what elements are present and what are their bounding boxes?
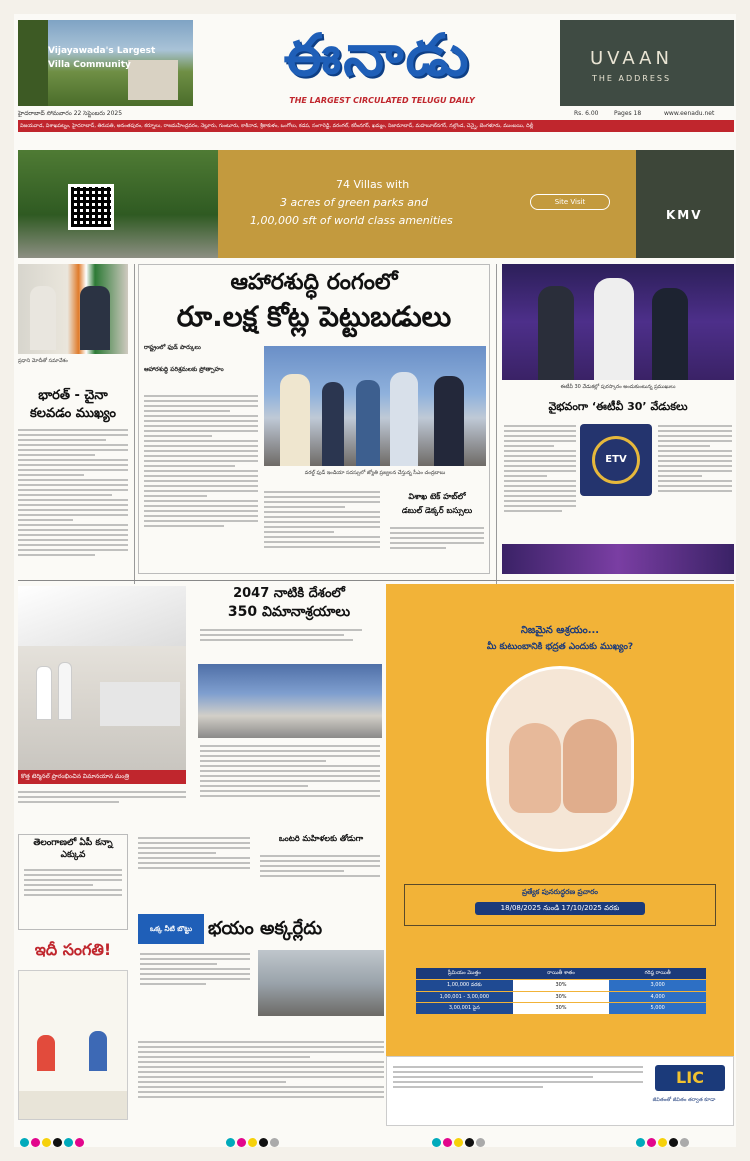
airport-meeting-photo [198,664,382,738]
lic-cell-2-1: 30% [513,1003,610,1014]
cartoon-image [18,970,128,1120]
column-rule-1 [134,264,135,584]
modi-caption: ప్రధాని మోదీతో సమావేశం [18,358,68,364]
lic-cell-1-1: 30% [513,992,610,1002]
lic-brand: LIC [676,1068,704,1087]
lic-th-1: రాయితీ శాతం [547,970,575,976]
price: Rs. 6.00 [574,110,599,117]
editions-text: విజయవాడ, విశాఖపట్నం, హైదరాబాద్, తిరుపతి, అనంతపురం, కర్నూలు, రాజమహేంద్రవరం, నెల్లూరు, గుంటూరు, కాకినాడ, శ్రీకాకుళం, ఒంగోలు, కడప, సంగారెడ్డి, వరంగల్, కరీంనగర్, ఖమ్మం, నిజామాబాద్, మహబూబ్‌నగర్, నల్గొండ, చెన్నై, బెంగళూరు, ముంబయి, దిల్లీ [20,123,534,129]
masthead-title[interactable]: ఈనాడు [283,21,471,89]
etv-badge: ETV [592,436,640,484]
story-left-headline2[interactable]: కలవడం ముఖ్యం [30,406,116,421]
banner-line2: 3 acres of green parks and [280,196,428,209]
etv-body-left [504,422,576,542]
newspaper-page [14,14,736,1147]
dateline: హైదరాబాద్ సోమవారం 22 సెప్టెంబరు 2025 [18,110,123,117]
lead-box-sub[interactable]: డబుల్ డెక్కర్ బస్సులు [401,506,473,515]
airport-strip [18,770,186,784]
airport-photo [18,586,186,770]
story-left-body [18,426,128,586]
lead-bullet1: రాష్ట్రంలో ఫుడ్ పార్కులు [144,344,201,351]
cartoon-title[interactable]: ఇదీ సంగతి! [34,940,112,959]
mid-news-1 [138,834,250,910]
lic-arc-line1: నిజమైన ఆశ్రయం... [520,625,600,636]
ad-uvaan[interactable] [560,20,734,106]
airport-bullets [200,626,380,656]
lic-period-label: ప్రత్యేక పునరుద్ధరణ ప్రచారం [522,888,598,896]
fear-photo [258,950,384,1016]
modi-photo [18,264,128,354]
ad-uvaan-brand: UVAAN [590,48,673,69]
lic-logo[interactable] [655,1065,725,1091]
fear-bullets [140,950,250,1030]
airport-body [200,742,380,830]
banner-line1: 74 Villas with [336,178,410,191]
lic-cell-2-2: 5,000 [609,1003,706,1014]
lic-period-dates: 18/08/2025 నుండి 17/10/2025 వరకు [475,902,645,915]
lead-body-mid [264,488,380,572]
lead-box-title[interactable]: విశాఖ టెక్ హబ్‌లో [408,492,466,501]
etv-caption: ఈటీవీ 30 వేడుకల్లో పురస్కారం అందుకుంటున్న ప్రముఖులు [560,384,676,390]
etv-promo-strip [502,544,734,574]
lic-cell-0-1: 30% [513,980,610,991]
airport-headline2[interactable]: 350 విమానాశ్రయాలు [227,604,351,620]
ad-villa-line1: Vijayawada's Largest [48,46,156,56]
lic-footer [386,1056,734,1126]
small2-body [260,852,380,906]
etv-logo-tile [580,424,652,496]
lead-headline2[interactable]: రూ.లక్ష కోట్ల పెట్టుబడులు [176,300,452,333]
ad-villa-community[interactable] [18,20,193,106]
small1-body [24,866,122,926]
ad-banner-villas[interactable] [18,150,734,258]
lead-bullet2: ఆహారశుద్ధి పరిశ్రమలకు ప్రోత్సాహం [144,366,224,373]
lead-headline1[interactable]: ఆహారశుద్ధి రంగంలో [230,270,398,295]
lic-th-0: ప్రీమియం మొత్తం [447,970,481,976]
lic-cell-1-2: 4,000 [609,992,706,1002]
lead-caption: వరల్డ్ ఫుడ్ ఇండియా సదస్సులో జ్యోతి ప్రజ్వలన చేస్తున్న సీఎం చంద్రబాబు [304,470,446,476]
registration-marks-1 [20,1132,86,1151]
masthead-tagline: THE LARGEST CIRCULATED TELUGU DAILY [289,96,475,105]
lic-motto: జీవితంతో జీవితం తర్వాత కూడా [652,1097,716,1103]
lic-cell-0-2: 3,000 [609,980,706,991]
airport-headline1[interactable]: 2047 నాటికి దేశంలో [233,586,345,601]
banner-cta[interactable]: Site Visit [530,194,610,210]
ad-uvaan-sub: THE ADDRESS [592,74,672,83]
lic-hands-frame [486,666,634,852]
lic-cell-0-0: 1,00,000 వరకు [446,982,482,988]
lic-cell-1-0: 1,00,001 - 3,00,000 [439,994,490,1000]
lic-cell-2-0: 3,00,001 పైన [448,1005,480,1011]
small2-headline[interactable]: ఒంటరి మహిళలకు తోడుగా [278,834,364,843]
registration-marks-3 [432,1132,487,1151]
small1-headline[interactable]: తెలంగాణలో ఏపీ కన్నా ఎక్కువ [33,838,113,860]
site-url[interactable]: www.eenadu.net [664,110,715,117]
story-left-headline1[interactable]: భారత్ - చైనా [38,388,108,403]
registration-marks-4 [636,1132,691,1151]
etv-body-right [658,422,732,542]
fear-tag: ఒక్క నీటి బొట్టు [138,914,204,944]
ad-villa-line2: Villa Community [48,60,131,70]
qr-code[interactable] [68,184,114,230]
lic-table [416,968,706,1014]
banner-brand: KMV [666,208,703,222]
lead-box-body [390,524,484,568]
lead-body-left [144,392,258,570]
pages: Pages 18 [614,110,642,117]
lic-ad[interactable] [386,584,734,1056]
airport-strip-text: కొత్త టెర్మినల్ ప్రారంభించిన విమానయాన మంత్రి [21,773,130,780]
lic-period-box [404,884,716,926]
registration-marks-2 [226,1132,281,1151]
fear-headline[interactable]: భయం అక్కర్లేదు [208,918,323,939]
lic-arc-line2: మీ కుటుంబానికి భద్రత ఎందుకు ముఖ్యం? [486,642,634,652]
fear-body [138,1038,384,1138]
section-rule [18,580,734,581]
lic-th-2: గరిష్ఠ రాయితీ [644,970,671,976]
etv-headline[interactable]: వైభవంగా ‘ఈటీవీ 30’ వేడుకలు [548,400,688,413]
airport-photo-caption [18,788,186,818]
column-rule-2 [496,264,497,584]
etv-photo [502,264,734,380]
lead-photo [264,346,486,466]
editions-strip [18,120,734,132]
banner-line3: 1,00,000 sft of world class amenities [250,214,453,227]
